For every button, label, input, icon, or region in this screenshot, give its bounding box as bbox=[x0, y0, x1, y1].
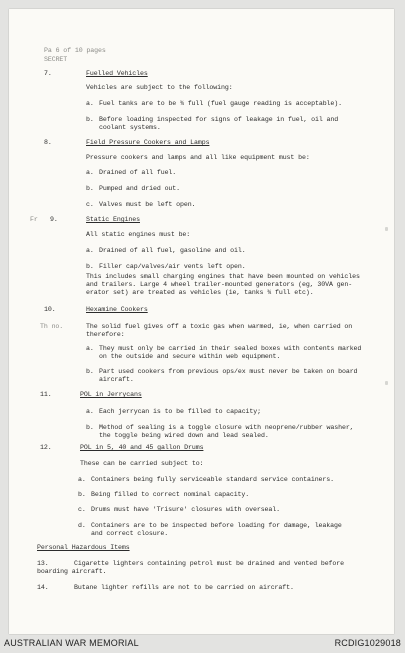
item-text: Valves must be left open. bbox=[99, 201, 196, 208]
item-letter: b. bbox=[86, 263, 94, 270]
section-heading-engines: Static Engines bbox=[86, 216, 140, 223]
item-letter: b. bbox=[86, 185, 94, 192]
section-note: and trailers. Large 4 wheel trailer-mounted generators (eg, 30VA gen- bbox=[86, 281, 353, 288]
punch-hole bbox=[385, 381, 388, 385]
section-intro: All static engines must be: bbox=[86, 231, 191, 238]
section-number: 12. bbox=[40, 444, 52, 451]
section-intro: Pressure cookers and lamps and all like equipment must be: bbox=[86, 154, 310, 161]
item-text: Drums must have 'Trisure' closures with overseal. bbox=[91, 506, 280, 513]
section-heading-personal: Personal Hazardous Items bbox=[37, 544, 130, 551]
item-text: Before loading inspected for signs of leakage in fuel, oil and bbox=[99, 116, 339, 123]
item-letter: a. bbox=[86, 247, 94, 254]
section-intro: These can be carried subject to: bbox=[80, 460, 204, 467]
item-text: Part used cookers from previous ops/ex must never be taken on board bbox=[99, 368, 358, 375]
item-text: Pumped and dried out. bbox=[99, 185, 180, 192]
item-text: They must only be carried in their sealed boxes with contents marked bbox=[99, 345, 362, 352]
item-text: coolant systems. bbox=[99, 124, 161, 131]
section-note: This includes small charging engines that have been mounted on vehicles bbox=[86, 273, 360, 280]
item-text: the toggle being wired down and lead sealed. bbox=[99, 432, 269, 439]
item-text: Containers are to be inspected before loading for damage, leakage bbox=[91, 522, 342, 529]
item-letter: a. bbox=[86, 169, 94, 176]
section-number: 11. bbox=[40, 391, 52, 398]
page-header-line1: Pa 6 of 10 pages bbox=[44, 47, 106, 54]
item-letter: b. bbox=[86, 424, 94, 431]
archive-footer-left: AUSTRALIAN WAR MEMORIAL bbox=[4, 638, 139, 648]
item-text: boarding aircraft. bbox=[37, 568, 107, 575]
item-text: Containers being fully serviceable standard service containers. bbox=[91, 476, 334, 483]
item-letter: b. bbox=[78, 491, 86, 498]
section-number: 13. bbox=[37, 560, 49, 567]
section-number: 8. bbox=[44, 139, 52, 146]
item-letter: c. bbox=[86, 201, 94, 208]
item-text: Butane lighter refills are not to be carried on aircraft. bbox=[74, 584, 294, 591]
section-intro: therefore: bbox=[86, 331, 125, 338]
section-heading-cookers: Field Pressure Cookers and Lamps bbox=[86, 139, 210, 146]
section-heading-jerrycans: POL in Jerrycans bbox=[80, 391, 142, 398]
item-letter: b. bbox=[86, 368, 94, 375]
item-text: and correct closure. bbox=[91, 530, 169, 537]
item-text: Cigarette lighters containing petrol must be drained and vented before bbox=[74, 560, 344, 567]
section-heading-solid-fuel: Hexamine Cookers bbox=[86, 306, 148, 313]
section-note: erator set) are treated as vehicles (ie, tanks ¾ full etc). bbox=[86, 289, 314, 296]
page-header-line2: SECRET bbox=[44, 56, 68, 63]
section-intro: The solid fuel gives off a toxic gas when warmed, ie, when carried on bbox=[86, 323, 353, 330]
section-number: 9. bbox=[50, 216, 58, 223]
item-text: Fuel tanks are to be ¾ full (fuel gauge reading is acceptable). bbox=[99, 100, 342, 107]
item-text: on the outside and secure within web equipment. bbox=[99, 353, 281, 360]
section-heading-vehicles: Fuelled Vehicles bbox=[86, 70, 148, 77]
section-number: 7. bbox=[44, 70, 52, 77]
section-heading-drums: POL in 5, 40 and 45 gallon Drums bbox=[80, 444, 204, 451]
item-text: Drained of all fuel. bbox=[99, 169, 177, 176]
item-text: Filler cap/valves/air vents left open. bbox=[99, 263, 246, 270]
item-letter: b. bbox=[86, 116, 94, 123]
item-letter: a. bbox=[86, 408, 94, 415]
archive-footer-right: RCDIG1029018 bbox=[334, 638, 401, 648]
item-text: aircraft. bbox=[99, 376, 134, 383]
item-letter: a. bbox=[78, 476, 86, 483]
section-number: 14. bbox=[37, 584, 49, 591]
margin-note: Th no. bbox=[40, 323, 64, 330]
item-text: Method of sealing is a toggle closure with neoprene/rubber washer, bbox=[99, 424, 354, 431]
item-letter: d. bbox=[78, 522, 86, 529]
margin-note: Fr bbox=[30, 216, 38, 223]
item-text: Drained of all fuel, gasoline and oil. bbox=[99, 247, 246, 254]
item-text: Being filled to correct nominal capacity. bbox=[91, 491, 250, 498]
item-text: Each jerrycan is to be filled to capacity; bbox=[99, 408, 261, 415]
item-letter: a. bbox=[86, 100, 94, 107]
punch-hole bbox=[385, 227, 388, 231]
item-letter: a. bbox=[86, 345, 94, 352]
item-letter: c. bbox=[78, 506, 86, 513]
section-intro: Vehicles are subject to the following: bbox=[86, 84, 233, 91]
section-number: 10. bbox=[44, 306, 56, 313]
